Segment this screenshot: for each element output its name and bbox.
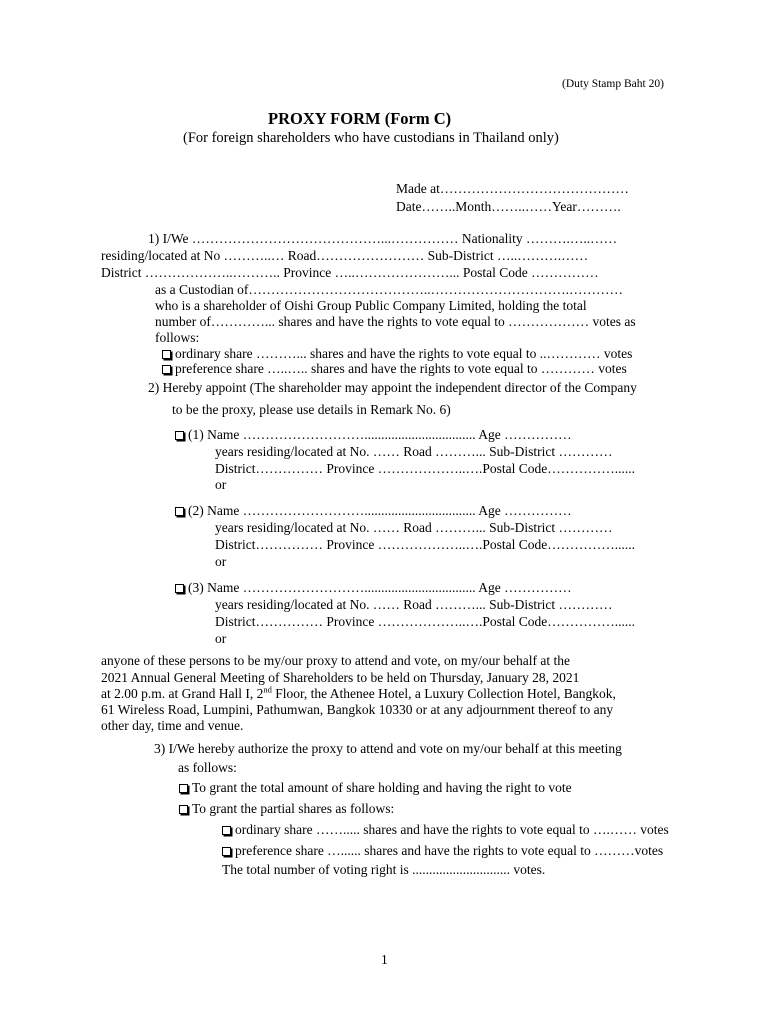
s3-total-voting-line: The total number of voting right is ............................. votes. xyxy=(222,862,546,877)
duty-stamp-note: (Duty Stamp Baht 20) xyxy=(562,78,664,90)
proxy-2-district-line: District…………… Province ………………..….Postal Code……………...... xyxy=(215,537,635,552)
proxy-3-district-line: District…………… Province ………………..….Postal Code……………...... xyxy=(215,614,635,629)
date-line: Date……..Month……..……Year………. xyxy=(396,199,621,214)
s1-number-line: number of…………... shares and have the rights to vote equal to ……………… votes as xyxy=(155,314,636,329)
checkbox-icon[interactable] xyxy=(179,784,188,793)
proxy-1-or: or xyxy=(215,477,227,492)
meeting-para-line-1: anyone of these persons to be my/our proxy to attend and vote, on my/our behalf at the xyxy=(101,653,571,668)
s1-preference-label: preference share …..….. shares and have the rights to vote equal to ………… votes xyxy=(175,361,627,376)
proxy-3-name-line[interactable] xyxy=(175,580,572,596)
s1-preference-option[interactable] xyxy=(162,361,627,377)
s3-preference-option[interactable] xyxy=(222,843,663,859)
s3-total-label: To grant the total amount of share holding and having the right to vote xyxy=(192,780,572,795)
s1-shareholder-line: who is a shareholder of Oishi Group Public Company Limited, holding the total xyxy=(155,298,587,313)
proxy-2-name-line[interactable] xyxy=(175,503,572,519)
s3-authorize-line: 3) I/We hereby authorize the proxy to attend and vote on my/our behalf at this meeting xyxy=(154,741,622,756)
s3-ordinary-label: ordinary share ……..... shares and have the rights to vote equal to ….…… votes xyxy=(235,822,669,837)
form-title: PROXY FORM (Form C) xyxy=(268,109,452,128)
proxy-3-address-line: years residing/located at No. …… Road ………... Sub-District ………… xyxy=(215,597,613,612)
proxy-2-name-label: (2) Name ………………………................................. Age …………… xyxy=(188,503,572,518)
s1-iwe-line: 1) I/We ……………………………………...…………… Nationality ……….…..…… xyxy=(148,231,618,246)
checkbox-icon[interactable] xyxy=(222,847,231,856)
s1-custodian-line: as a Custodian of…………………………………..………………………….………… xyxy=(155,282,623,297)
checkbox-icon[interactable] xyxy=(175,431,184,440)
made-at-line: Made at…………………………………… xyxy=(396,181,629,196)
s2-remark-line: to be the proxy, please use details in Remark No. 6) xyxy=(172,402,451,417)
s3-partial-option[interactable] xyxy=(179,801,394,817)
proxy-1-name-label: (1) Name ………………………................................. Age …………… xyxy=(188,427,572,442)
checkbox-icon[interactable] xyxy=(179,805,188,814)
s3-partial-label: To grant the partial shares as follows: xyxy=(192,801,395,816)
s1-district-line: District ………………..……….. Province …..…………………... Postal Code …………… xyxy=(101,265,599,280)
s3-follows-line: as follows: xyxy=(178,760,237,775)
checkbox-icon[interactable] xyxy=(175,584,184,593)
proxy-1-name-line[interactable] xyxy=(175,427,572,443)
proxy-3-name-label: (3) Name ………………………................................. Age …………… xyxy=(188,580,572,595)
meeting-para-line-5: other day, time and venue. xyxy=(101,718,244,733)
s3-preference-label: preference share …...... shares and have the rights to vote equal to ………votes xyxy=(235,843,664,858)
checkbox-icon[interactable] xyxy=(162,350,171,359)
proxy-1-address-line: years residing/located at No. …… Road ………... Sub-District ………… xyxy=(215,444,613,459)
s2-appoint-line: 2) Hereby appoint (The shareholder may appoint the independent director of the Company xyxy=(148,380,637,395)
proxy-3-or: or xyxy=(215,631,227,646)
s3-total-option[interactable] xyxy=(179,780,572,796)
checkbox-icon[interactable] xyxy=(162,365,171,374)
proxy-1-district-line: District…………… Province ………………..….Postal Code……………...... xyxy=(215,461,635,476)
s1-address-line: residing/located at No ………..… Road…………………… Sub-District …..……….…… xyxy=(101,248,589,263)
s1-follows-line: follows: xyxy=(155,330,200,345)
form-subtitle: (For foreign shareholders who have custodians in Thailand only) xyxy=(183,130,559,146)
s3-ordinary-option[interactable] xyxy=(222,822,669,838)
checkbox-icon[interactable] xyxy=(222,826,231,835)
s1-ordinary-label: ordinary share ………... shares and have the rights to vote equal to ..………… votes xyxy=(175,346,633,361)
proxy-2-address-line: years residing/located at No. …… Road ………... Sub-District ………… xyxy=(215,520,613,535)
meeting-para-line-4: 61 Wireless Road, Lumpini, Pathumwan, Bangkok 10330 or at any adjournment thereof to any xyxy=(101,702,614,717)
proxy-2-or: or xyxy=(215,554,227,569)
checkbox-icon[interactable] xyxy=(175,507,184,516)
meeting-para-line-3: at 2.00 p.m. at Grand Hall I, 2nd Floor, the Athenee Hotel, a Luxury Collection Hotel, Bangkok, xyxy=(101,684,616,701)
meeting-para-line-2: 2021 Annual General Meeting of Shareholders to be held on Thursday, January 28, 2021 xyxy=(101,670,580,685)
page-number: 1 xyxy=(381,952,388,967)
s1-ordinary-option[interactable] xyxy=(162,346,632,362)
